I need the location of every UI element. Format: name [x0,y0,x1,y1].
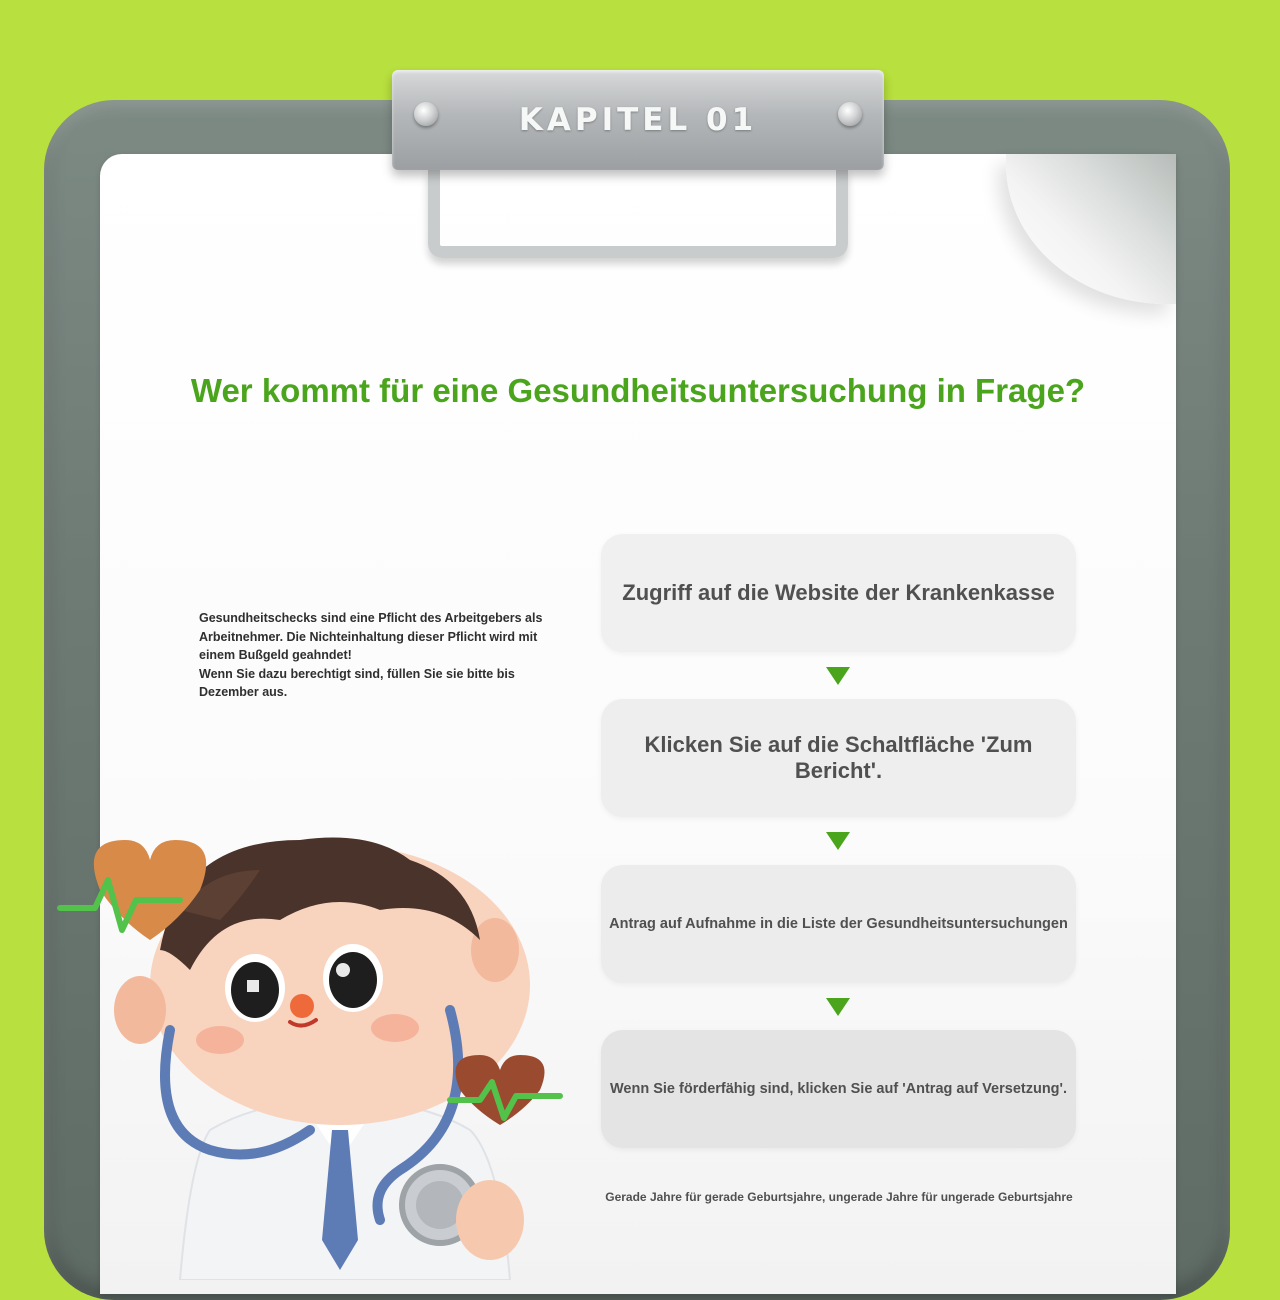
intro-line: Gesundheitschecks sind eine Pflicht des Arbeitgebers als Arbeitnehmer. Die Nichteinhaltung dieser Pflicht wird mit einem Bußgeld geahndet! [199,611,543,662]
intro-line: Wenn Sie dazu berechtigt sind, füllen Sie sie bitte bis Dezember aus. [199,666,515,699]
doctor-illustration [40,800,600,1280]
clip-wire-loop [428,168,848,258]
chapter-label: KAPITEL 01 [518,102,758,138]
arrow-down-icon [826,998,850,1016]
step-4: Wenn Sie förderfähig sind, klicken Sie auf 'Antrag auf Versetzung'. [601,1030,1076,1148]
step-3: Antrag auf Aufnahme in die Liste der Gesundheitsuntersuchungen [601,865,1076,983]
intro-text [199,609,544,702]
step-2: Klicken Sie auf die Schaltfläche 'Zum Bericht'. [601,699,1076,817]
clipboard-clip [392,70,884,170]
page-title: Wer kommt für eine Gesundheitsuntersuchung in Frage? [190,372,1086,409]
arrow-down-icon [826,832,850,850]
arrow-down-icon [826,667,850,685]
step-1: Zugriff auf die Website der Krankenkasse [601,534,1076,652]
page-curl [1006,154,1176,304]
footnote: Gerade Jahre für gerade Geburtsjahre, ungerade Jahre für ungerade Geburtsjahre [605,1190,1073,1204]
